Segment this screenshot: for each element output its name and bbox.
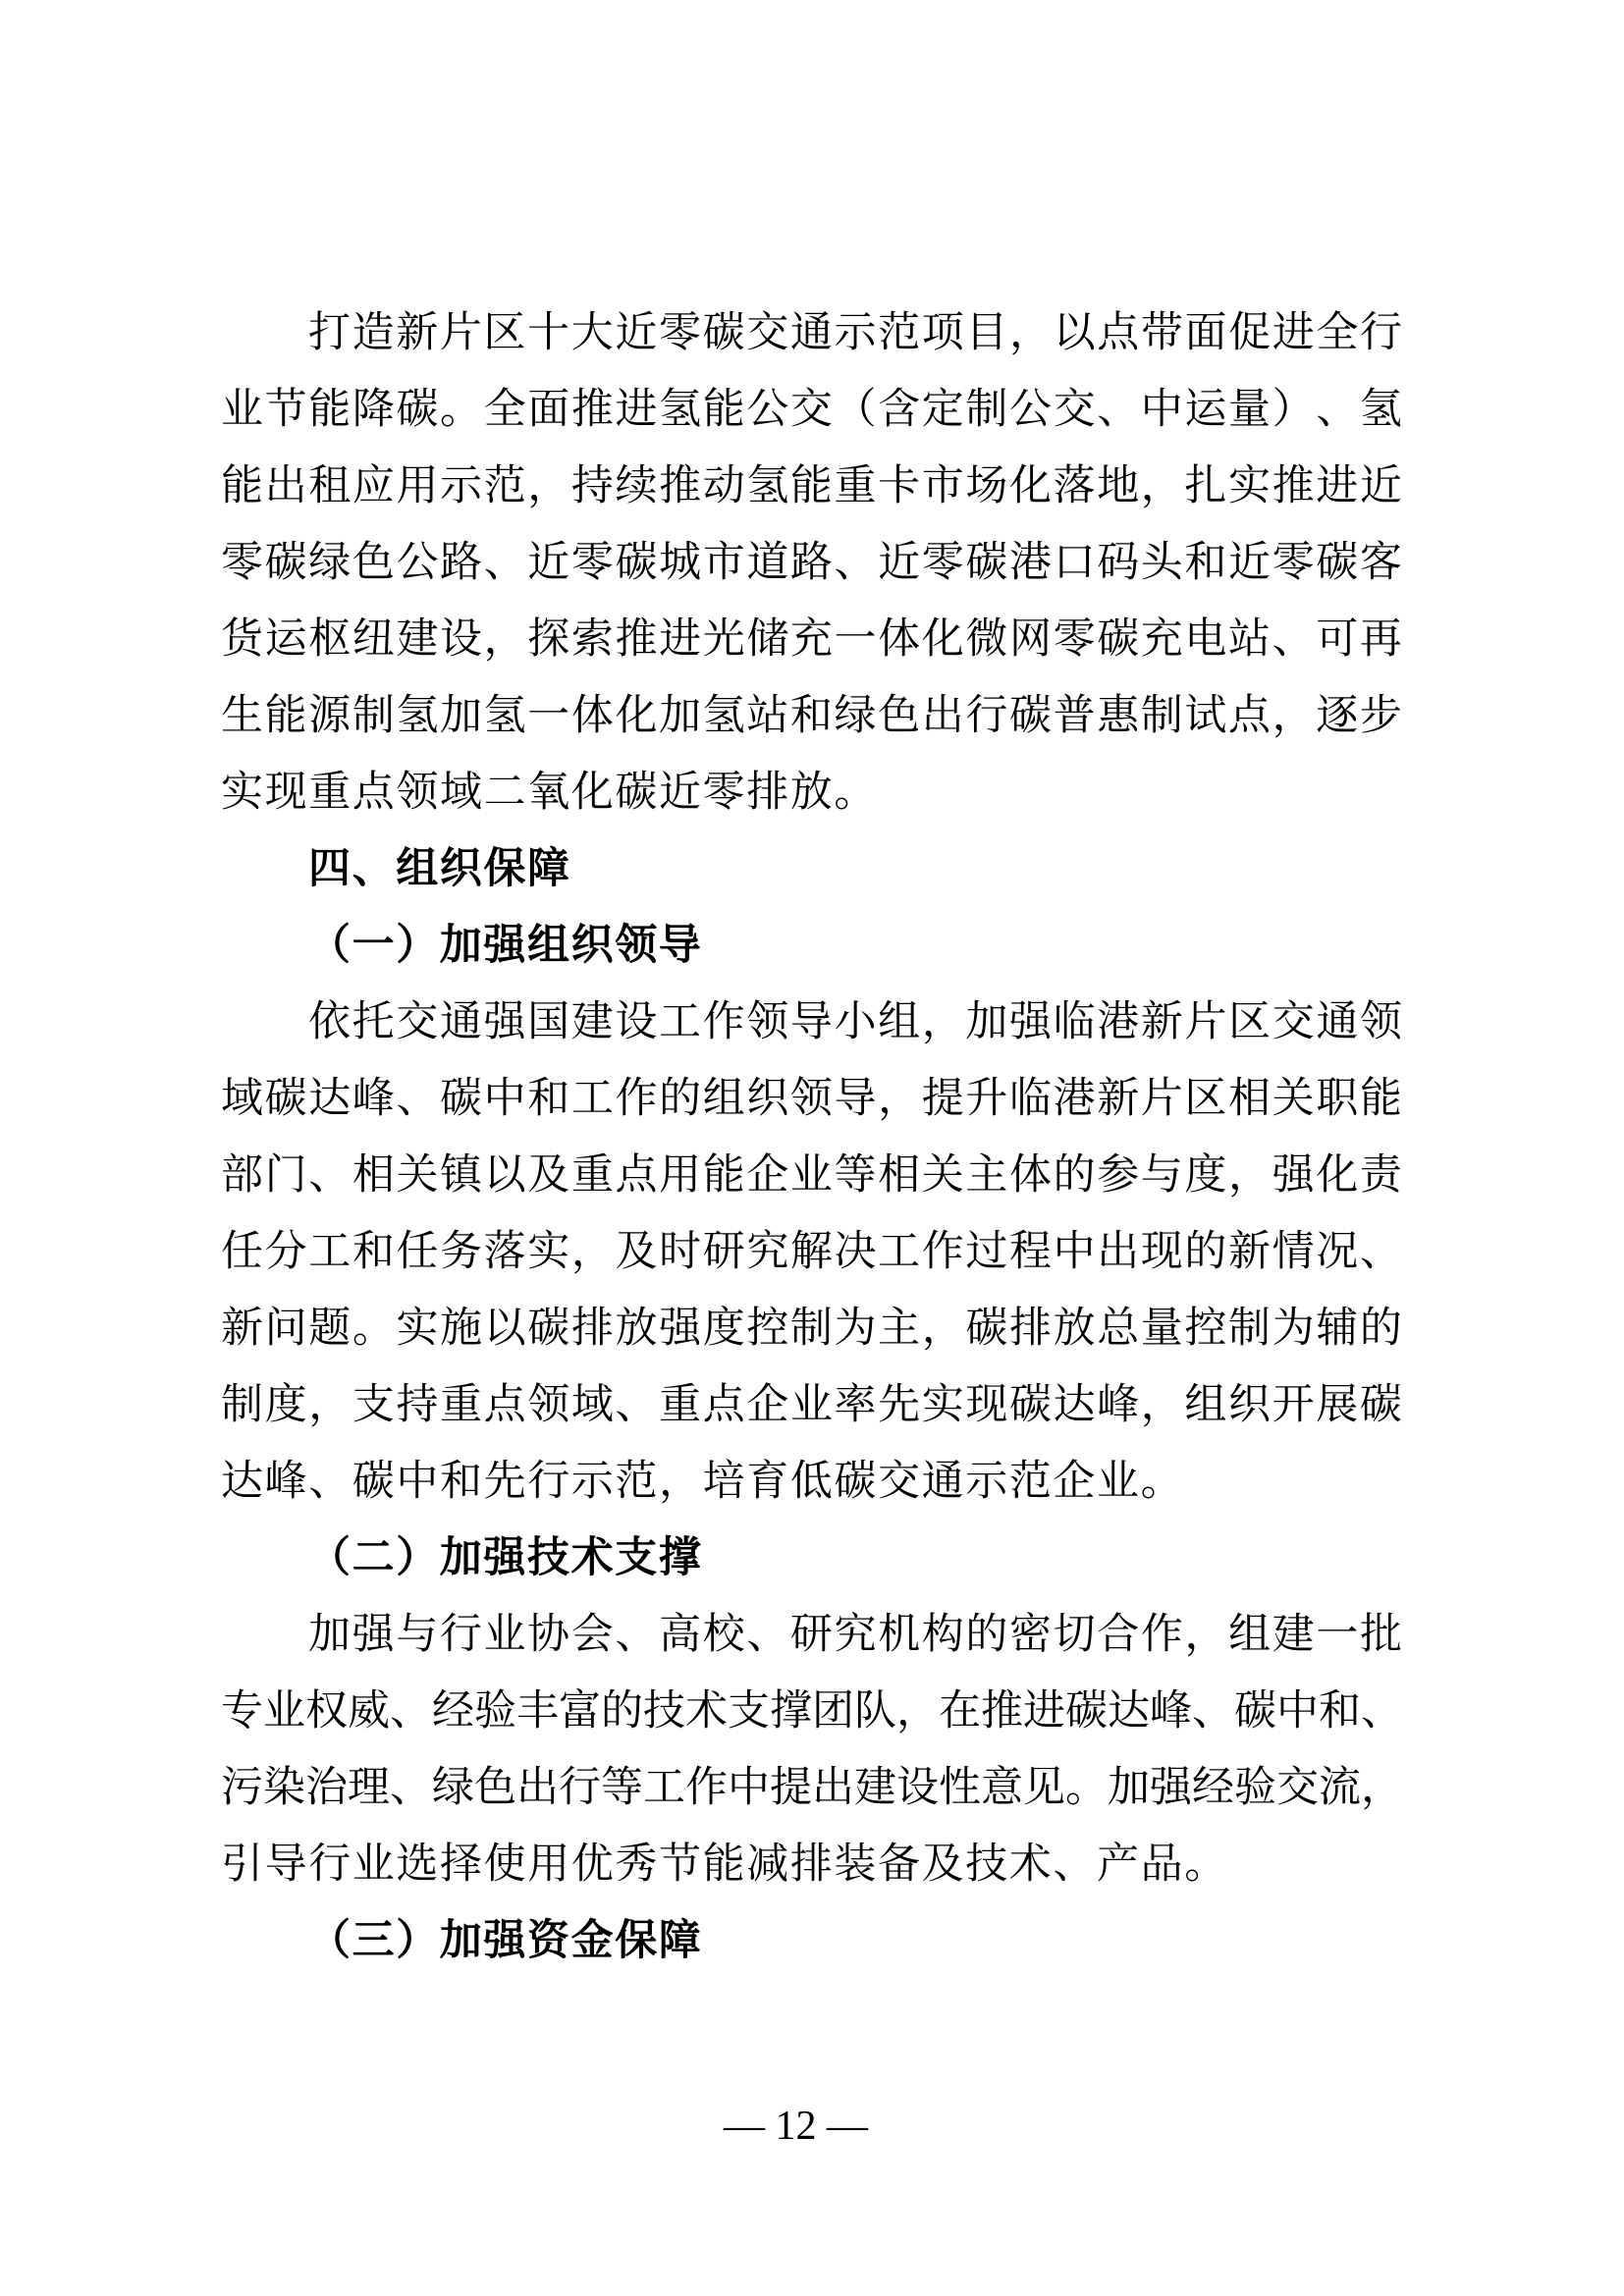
text-line: 业 节 能 降 碳 。 全 面 推 进 氢 能 公 交 （ 含 定 制 公 交 、 中 运 量 ） 、 氢 [221, 386, 1402, 433]
text-line: 污 染 治 理 、 绿 色 出 行 等 工 作 中 提 出 建 设 性 意 见 。 加 强 经 验 交 流 ， [221, 1764, 1403, 1811]
text-line: 任 分 工 和 任 务 落 实 ， 及 时 研 究 解 决 工 作 过 程 中 出 现 的 新 情 况 、 [221, 1228, 1402, 1275]
text-line: 货 运 枢 纽 建 设 ， 探 索 推 进 光 储 充 一 体 化 微 网 零 碳 充 电 站 、 可 再 [221, 615, 1402, 663]
section-heading: （二）加强技术支撑 [308, 1534, 703, 1581]
section-heading: （三）加强资金保障 [308, 1917, 703, 1964]
text-line: 打 造 新 片 区 十 大 近 零 碳 交 通 示 范 项 目 ， 以 点 带 面 促 进 全 行 [308, 309, 1402, 356]
text-line: 新 问 题 。 实 施 以 碳 排 放 强 度 控 制 为 主 ， 碳 排 放 总 量 控 制 为 辅 的 [221, 1305, 1402, 1352]
section-heading: （一）加强组织领导 [308, 922, 703, 969]
text-line: 达峰、碳中和先行示范，培育低碳交通示范企业。 [221, 1458, 1185, 1505]
text-line: 实现重点领域二氧化碳近零排放。 [221, 769, 878, 816]
text-line: 制 度 ， 支 持 重 点 领 域 、 重 点 企 业 率 先 实 现 碳 达 峰 ， 组 织 开 展 碳 [221, 1381, 1402, 1428]
section-heading: 四、组织保障 [308, 844, 571, 892]
text-line: 域 碳 达 峰 、 碳 中 和 工 作 的 组 织 领 导 ， 提 升 临 港 新 片 区 相 关 职 能 [221, 1075, 1402, 1122]
page-number: — 12 — [724, 2104, 868, 2149]
text-line: 部 门 、 相 关 镇 以 及 重 点 用 能 企 业 等 相 关 主 体 的 参 与 度 ， 强 化 责 [221, 1151, 1402, 1199]
text-line: 生 能 源 制 氢 加 氢 一 体 化 加 氢 站 和 绿 色 出 行 碳 普 惠 制 试 点 ， 逐 步 [221, 692, 1402, 739]
text-line: 专 业 权 威 、 经 验 丰 富 的 技 术 支 撑 团 队 ， 在 推 进 碳 达 峰 、 碳 中 和 、 [221, 1687, 1403, 1735]
text-line: 零 碳 绿 色 公 路 、 近 零 碳 城 市 道 路 、 近 零 碳 港 口 码 头 和 近 零 碳 客 [221, 539, 1402, 586]
text-line: 能 出 租 应 用 示 范 ， 持 续 推 动 氢 能 重 卡 市 场 化 落 地 ， 扎 实 推 进 近 [221, 462, 1402, 509]
page-footer [221, 2103, 1371, 2150]
text-line: 引导行业选择使用优秀节能减排装备及技术、产品。 [221, 1841, 1228, 1888]
text-line: 依 托 交 通 强 国 建 设 工 作 领 导 小 组 ， 加 强 临 港 新 片 区 交 通 领 [308, 998, 1402, 1045]
text-line: 加 强 与 行 业 协 会 、 高 校 、 研 究 机 构 的 密 切 合 作 ， 组 建 一 批 [308, 1611, 1402, 1658]
document-body [221, 294, 1402, 1979]
